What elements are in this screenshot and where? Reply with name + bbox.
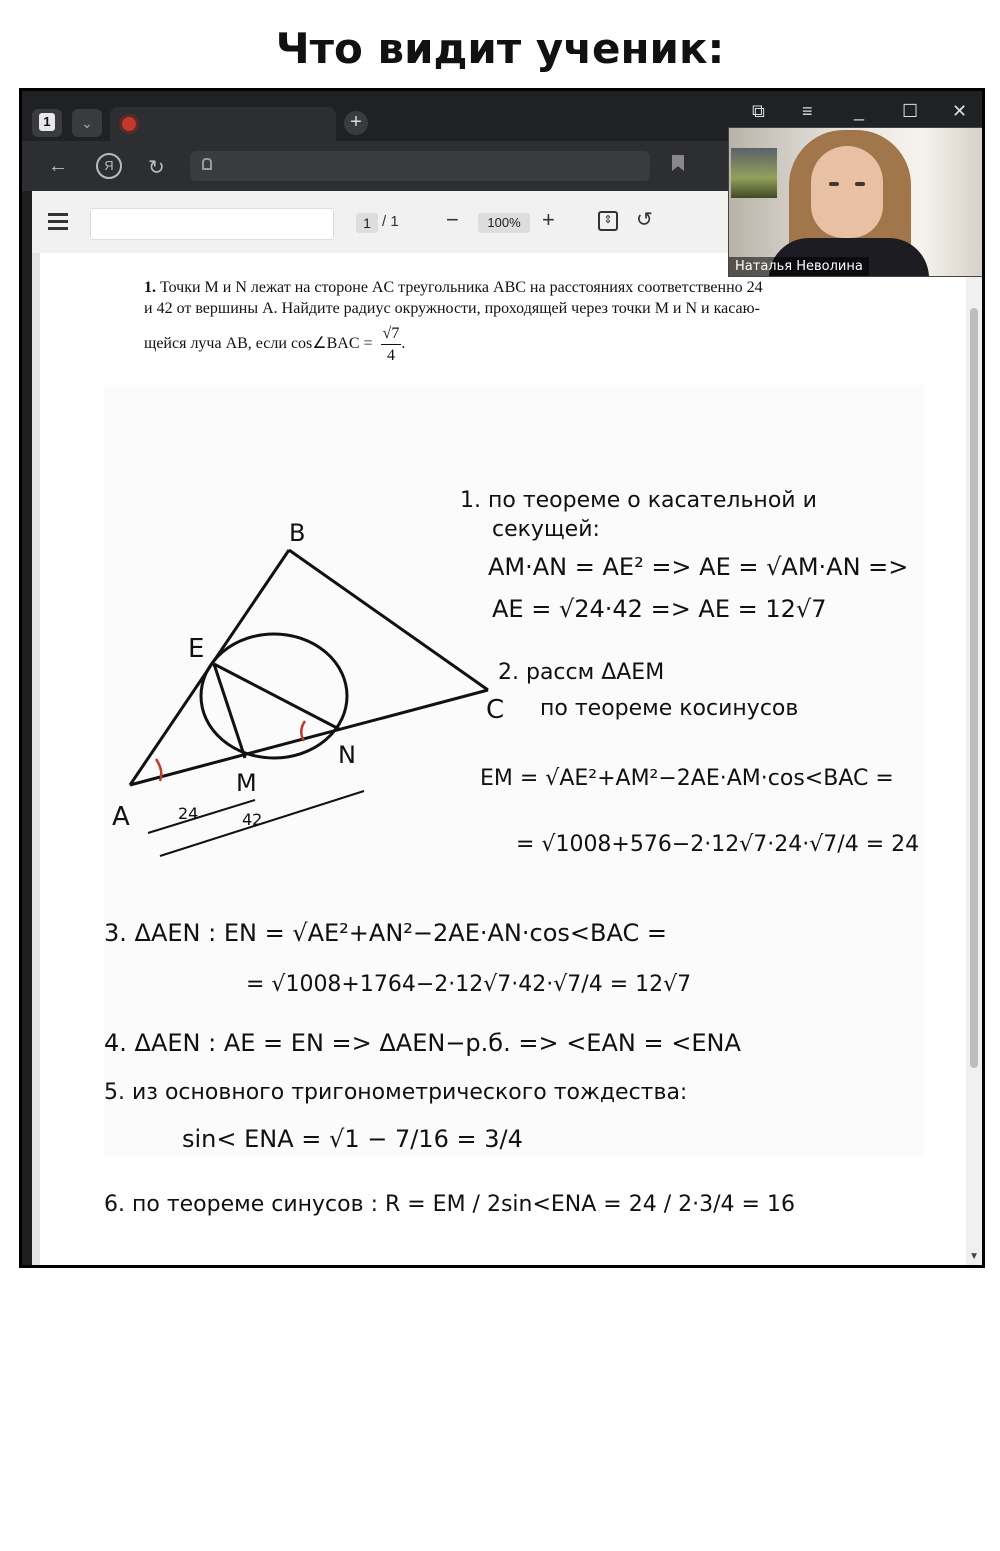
zoom-in-button[interactable]: + [542, 207, 555, 232]
sidebar-menu-icon[interactable] [48, 213, 68, 229]
step1-line4: AE = √24·42 => AE = 12√7 [492, 595, 827, 623]
dimension-24 [148, 800, 255, 833]
vertical-scrollbar[interactable] [966, 253, 982, 1268]
menu-icon[interactable]: ≡ [802, 101, 813, 121]
label-24: 24 [178, 804, 199, 823]
step4: 4. ΔAEN : AE = EN => ΔAEN−р.б. => <EAN = <ENA [104, 1029, 741, 1057]
slide-title: Что видит ученик: [275, 24, 725, 73]
step5-line1: 5. из основного тригонометрического тождества: [104, 1080, 688, 1105]
label-c: C [486, 695, 505, 725]
page-number-input[interactable]: 1 [356, 213, 378, 233]
step2-line2: по теореме косинусов [540, 696, 799, 721]
label-a: A [112, 802, 130, 832]
maximize-button[interactable]: ☐ [902, 101, 919, 121]
rotate-icon[interactable]: ↺ [636, 209, 653, 231]
label-e: E [188, 634, 205, 664]
person-eye-right [855, 182, 865, 186]
problem-line-3: щейся луча AB, если cos∠BAC = [144, 335, 373, 353]
reload-icon[interactable]: ↻ [148, 157, 165, 179]
step2-line1: 2. рассм ΔAEM [498, 660, 665, 685]
problem-line-1: Точки M и N лежат на стороне AC треугольника ABC на расстояниях соответственно 24 [160, 279, 763, 296]
label-n: N [338, 741, 356, 769]
step1-line2: секущей: [492, 517, 600, 542]
step5-line2: sin< ENA = √1 − 7/16 = 3/4 [182, 1125, 523, 1153]
screen-share-frame [19, 88, 985, 1268]
lock-icon [202, 158, 212, 170]
url-field[interactable] [190, 151, 650, 181]
label-m: M [236, 769, 257, 797]
fraction-denominator: 4 [386, 347, 395, 364]
problem-number: 1. [144, 279, 156, 296]
webcam-overlay [728, 127, 985, 277]
scroll-down-icon[interactable]: ▼ [969, 1251, 979, 1262]
person-eye-left [829, 182, 839, 186]
tab-counter-button[interactable] [32, 109, 62, 137]
chevron-down-icon[interactable]: ⌄ [72, 109, 102, 137]
page-total: / 1 [382, 213, 399, 230]
person-face [811, 146, 883, 238]
step2-line4: = √1008+576−2·12√7·24·√7/4 = 24 [516, 832, 920, 857]
problem-statement: 1. Точки M и N лежат на стороне AC треугольника ABC на расстояниях соответственно 24 и 42 от вершины A. Найдите радиус окружности, проходящей через точки M и N и касаю- щейся луча AB, если cos∠BAC = $\frac{√7}{4}$ . [144, 277, 860, 366]
pdf-search-input[interactable] [90, 208, 334, 240]
step6: 6. по теореме синусов : R = EM / 2sin<ENA = 24 / 2·3/4 = 16 [104, 1192, 795, 1217]
yandex-icon[interactable]: Я [96, 153, 122, 179]
browser-tab[interactable] [110, 107, 336, 141]
fit-page-icon[interactable]: ⇕ [598, 211, 618, 231]
step1-line1: 1. по теореме о касательной и [460, 488, 817, 513]
tab-count: 1 [39, 113, 55, 131]
collections-icon[interactable]: ⧉ [752, 101, 765, 121]
zoom-level[interactable]: 100% [478, 213, 530, 233]
wall-picture [731, 148, 777, 198]
step3-line1: 3. ΔAEN : EN = √AE²+AN²−2AE·AN·cos<BAC = [104, 919, 667, 947]
problem-line-2: и 42 от вершины A. Найдите радиус окружности, проходящей через точки M и N и касаю- [144, 300, 760, 317]
side-bc [289, 550, 488, 690]
bookmark-icon[interactable] [672, 155, 684, 171]
record-icon [122, 117, 136, 131]
zoom-out-button[interactable]: − [446, 207, 459, 232]
step2-line3: EM = √AE²+AM²−2AE·AM·cos<BAC = [480, 766, 894, 791]
participant-name: Наталья Неволина [729, 257, 869, 276]
label-b: B [289, 519, 306, 547]
new-tab-button[interactable]: + [344, 111, 368, 135]
scrollbar-thumb[interactable] [970, 308, 978, 1068]
step3-line2: = √1008+1764−2·12√7·42·√7/4 = 12√7 [246, 972, 692, 997]
fraction-numerator: √7 [381, 323, 402, 345]
close-button[interactable]: ✕ [952, 101, 968, 121]
pdf-viewer [32, 253, 982, 1268]
minimize-button[interactable]: _ [854, 101, 865, 121]
label-42: 42 [242, 810, 263, 829]
step1-line3: AM·AN = AE² => AE = √AM·AN => [488, 553, 909, 581]
back-icon[interactable]: ← [48, 155, 68, 177]
solution-canvas [32, 253, 964, 1268]
